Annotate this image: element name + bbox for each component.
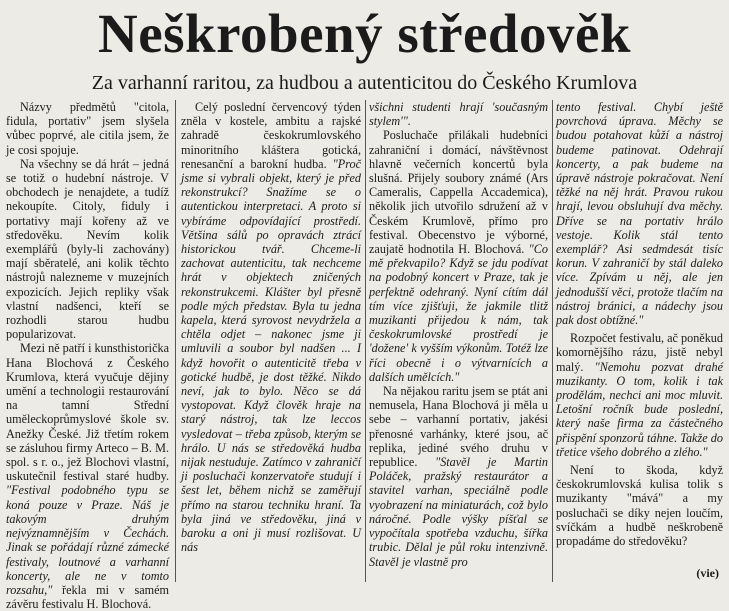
article-column-3 bbox=[369, 100, 548, 584]
body-text: řekla mi v samém závěru festivalu H. Blochová. bbox=[6, 582, 169, 611]
paragraph bbox=[556, 463, 723, 548]
paragraph bbox=[6, 100, 169, 157]
column-rule bbox=[552, 100, 553, 582]
paragraph bbox=[6, 157, 169, 342]
article-column-2 bbox=[181, 100, 361, 584]
quote-text: "Proč jsme si vybrali objekt, který je před rekonstrukcí? Snažíme se o autentickou interpretaci. A proto si vybíráme odpovídající prostředí. Většina sálů po opravách ztrácí historickou tvář. Chceme-li zachovat autenticitu, tak nechceme hrát v objektech zničených rekonstrukcemi. Klášter byl přesně podle mých představ. Byla tu jedna kapela, která syrovost nevydržela a chtěla odjet – nakonec jsme ji umluvili a soubor byl nadšen ... I když hovořit o autenticitě třeba v gotické hudbě, je dost těžké. Nikdo neví, jak to bylo. Něco se dá vystopovat. Když člověk hraje na starý nástroj, tak lze leccos vysledovat – třeba způsob, kterým se hrálo. U nás se středověká hudba nijak nestuduje. Zatímco v zahraničí ji posluchači konzervatoře studují i šest let, během nichž se zaměřují přímo na starou techniku hraní. Ta byla jiná ve středověku, jiná v baroku a oni ji musí rozlišovat. U nás bbox=[181, 156, 361, 555]
paragraph bbox=[181, 100, 361, 555]
quote-text: "Stavěl je Martin Poláček, pražský restaurátor a stavitel varhan, speciálně podle vyobrazení na miniaturách, což bylo náročné. Podle výšky píšťal se vypočítala spotřeba vzduchu, šířka trubic. Dělal je půl roku intenzivně. Stavěl je vlastně pro bbox=[369, 455, 548, 569]
quote-text: tento festival. Chybí ještě povrchová úprava. Měchy se budou potahovat kůží a nástroj budeme patinovat. Odehrají koncerty, a pak budeme na úpravě nástroje pokračovat. Není těžké na něj hrát. Pravou rukou hrají, levou obsluhují dva měchy. Dříve se na portativ hrálo vestoje. Kolik stál tento exemplář? Asi sedmdesát tisíc korun. V zahraničí by stál daleko více. Zpívám u něj, ale jen jednodušší věci, protože tlačím na nástroj bránici, a nádechy jsou pak dost obtížné." bbox=[556, 100, 723, 328]
paragraph bbox=[369, 128, 548, 384]
body-text: Posluchače přilákali hudebníci zahraniční i domácí, návštěvnost hlavně večerních koncertů byla slušná. Přijely soubory známé (Ars Cameralis, Cappella Accademica), několik jich utvořilo sdružení až v Českém Krumlově, přímo pro festival. Obecenstvo je výborné, bbox=[369, 128, 548, 242]
subheadline: Za varhanní raritou, za hudbou a autenticitou do Českého Krumlova bbox=[91, 72, 638, 94]
quote-text: "Festival podobného typu se koná pouze v Praze. Náš je takovým druhým nejvýznamnějším v Čechách. Jinak se pořádají různé zámecké festivaly, loutnové a varhanní koncerty, ale ne v tomto rozsahu," bbox=[6, 483, 169, 597]
paragraph bbox=[6, 341, 169, 611]
body-text: Názvy předmětů "citola, fidula, portativ" jsem slyšela vůbec poprvé, ale citila jsem, že je cosi spojuje. bbox=[6, 100, 169, 157]
article-column-1 bbox=[6, 100, 169, 611]
body-text: zaujatě hodnotila H. Blochová. bbox=[369, 242, 529, 257]
article-column-4 bbox=[556, 100, 723, 584]
quote-text: všichni studenti hrají 'současným stylem'". bbox=[369, 100, 548, 129]
author-signature: (vie) bbox=[696, 566, 719, 580]
headline: Neškrobený středověk bbox=[97, 3, 631, 64]
column-rule bbox=[365, 100, 366, 582]
paragraph bbox=[369, 384, 548, 569]
body-text: Rozpočet festivalu, ač poněkud komornějšího rázu, jistě nebyl malý. bbox=[556, 331, 723, 374]
paragraph bbox=[556, 100, 723, 327]
column-rule bbox=[175, 100, 176, 582]
paragraph bbox=[369, 100, 548, 128]
body-text: Mezi ně patří i kunsthistorička Hana Blochová z Českého Krumlova, která vyučuje dějiny umění a technologii restaurování na tamní Střední uměleckoprůmyslové škole sv. Anežky České. Již třetím rokem se zásluhou firmy Arteco – B. M. spol. s r. o., jež Blochovi vlastní, uskutečnil festival staré hudby. bbox=[6, 341, 169, 484]
body-text: Na nějakou raritu jsem se ptát ani nemusela, Hana Blochová ji měla u sebe – varhanní portativ, jakési přenosné varhánky, které jsou, ač replika, jediné svého druhu v republice. bbox=[369, 384, 548, 470]
quote-text: "Co mě překvapilo? Když se jdu podívat na podobný koncert v Praze, tak je perfektně odehraný. Nyní cítím dál tím více zjišťuji, že jakmile tlitž muzikanti přijedou k nám, tak českokrumlovské prostředí je 'dožene' k vyšším výkonům. Totéž lze říci obecně i o výtvarnících a dalších umělcích." bbox=[369, 242, 548, 384]
quote-text: "Nemohu pozvat drahé muzikanty. O tom, kolik i tak prodělám, nechci ani moc mluvit. Letošní ročník bude poslední, který naše firma za částečného přispění sponzorů táhne. Takže do třetice všeho dobrého a zlého." bbox=[556, 359, 723, 459]
body-text: Na všechny se dá hrát – jedná se totiž o hudební nástroje. V obchodech je nenajdete, a tudíž nekoupíte. Citoly, fiduly i portativy mají kořeny až ve středověku. Nevím kolik exemplářů (byly-li zachovány) mají sběratelé, ani kolik těchto nástrojů nalezneme v muzejních expozicích. Jejich repliky však vlastní nadšenci, kteří se rozhodli starou hudbu popularizovat. bbox=[6, 156, 169, 342]
body-text: Celý poslední červencový týden zněla v kostele, ambitu a rajské zahradě českokrumlovského minoritního kláštera gotická, renesanční a barokní hudba. bbox=[181, 100, 361, 171]
paragraph bbox=[556, 331, 723, 459]
body-text: Není to škoda, když českokrumlovská kulisa tolik s muzikanty "mává" a my posluchači se díky nejen loučím, svíčkám a hudbě neškrobeně propadáme do středověku? bbox=[556, 463, 723, 549]
